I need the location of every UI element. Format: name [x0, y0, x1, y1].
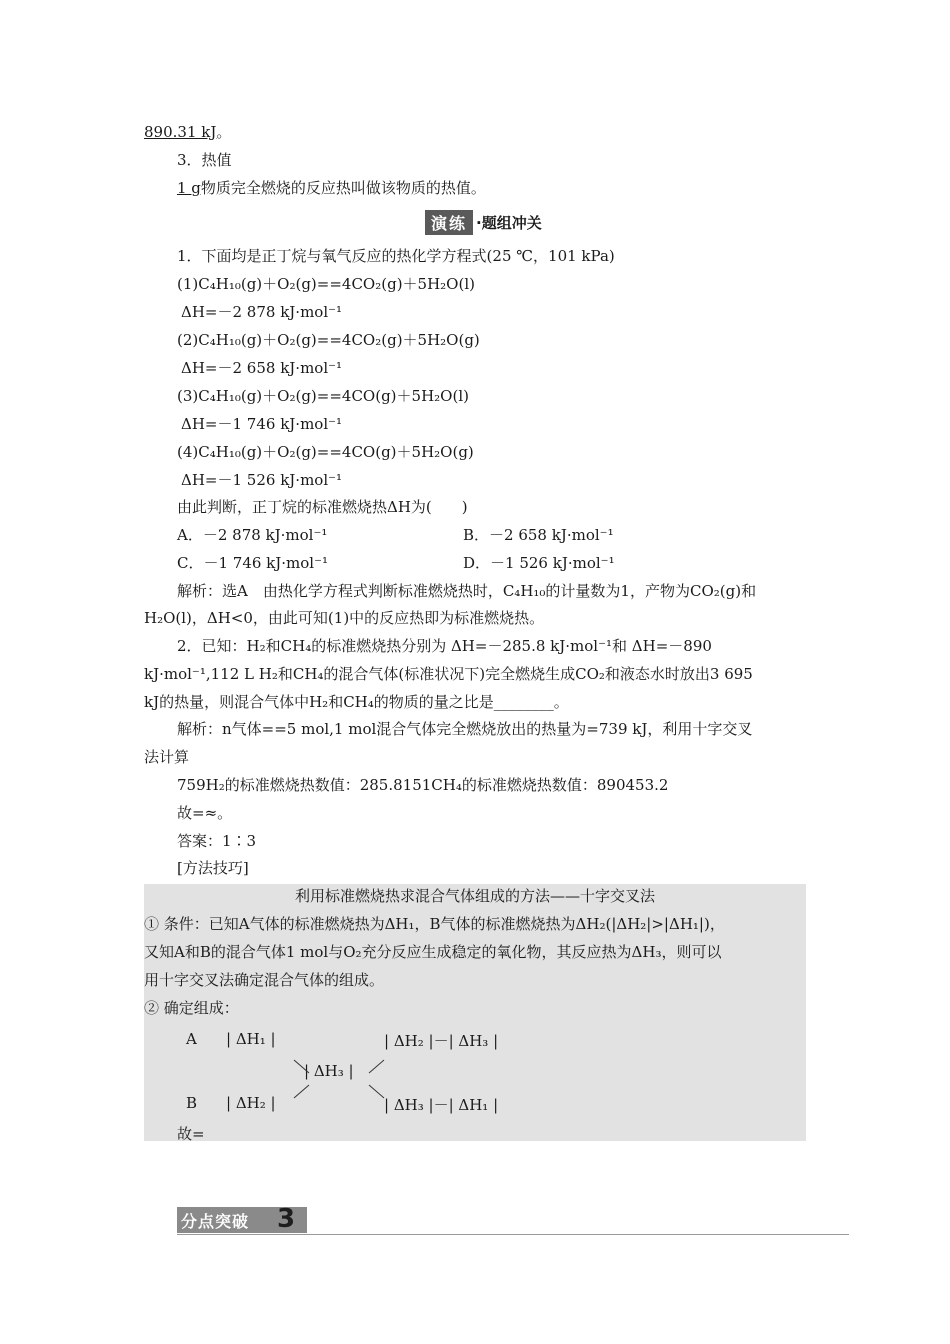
method-condition-line2: 又知A和B的混合气体1 mol与O₂充分反应生成稳定的氧化物，其反应热为ΔH₃，则可以	[144, 943, 722, 961]
q1-dh4: ΔH=－1 526 kJ·mol⁻¹	[181, 471, 343, 489]
section-label: 分点突破	[181, 1212, 250, 1231]
practice-banner-box: 演练	[425, 210, 473, 235]
practice-banner	[425, 210, 542, 234]
q2-analysis-line2: 法计算	[144, 748, 190, 766]
diagram-top-right: | ΔH₂ |－| ΔH₃ |	[384, 1032, 499, 1050]
method-condition-line3: 用十字交叉法确定混合气体的组成。	[144, 971, 385, 989]
method-label: [方法技巧]	[177, 859, 249, 877]
practice-banner-text: ·题组冲关	[476, 213, 542, 232]
diagram-center: | ΔH₃ |	[304, 1062, 354, 1080]
q1-stem: 1．下面均是正丁烷与氧气反应的热化学方程式(25 ℃，101 kPa)	[177, 247, 615, 265]
diagram-line-bottom-left	[294, 1085, 309, 1098]
q1-dh3: ΔH=－1 746 kJ·mol⁻¹	[181, 415, 343, 433]
diagram-b-label: B	[186, 1094, 198, 1112]
q1-question: 由此判断，正丁烷的标准燃烧热ΔH为( )	[177, 498, 468, 516]
q1-option-d: D．－1 526 kJ·mol⁻¹	[463, 554, 615, 572]
q2-ratio: 故=≈。	[177, 804, 233, 822]
q1-option-a: A．－2 878 kJ·mol⁻¹	[177, 526, 328, 544]
heat-value-definition	[177, 178, 486, 198]
diagram-line-top-left	[294, 1060, 309, 1073]
prev-value-end: 。	[216, 123, 232, 141]
q1-option-b: B．－2 658 kJ·mol⁻¹	[463, 526, 614, 544]
cross-method-diagram	[144, 1020, 806, 1120]
diagram-bottom-right: | ΔH₃ |－| ΔH₁ |	[384, 1096, 499, 1114]
definition-mass: 1 g	[177, 179, 201, 197]
method-title: 利用标准燃烧热求混合气体组成的方法——十字交叉法	[294, 887, 655, 905]
q2-analysis-line3: 759H₂的标准燃烧热数值：285.8151CH₄的标准燃烧热数值：890453.2	[177, 776, 669, 794]
q1-eq3: (3)C₄H₁₀(g)＋O₂(g)==4CO(g)＋5H₂O(l)	[177, 387, 469, 405]
diagram-b-value: | ΔH₂ |	[226, 1094, 276, 1112]
q1-dh2: ΔH=－2 658 kJ·mol⁻¹	[181, 359, 343, 377]
definition-text: 物质完全燃烧的反应热叫做该物质的热值。	[200, 179, 486, 197]
heading-heat-value: 3．热值	[177, 151, 232, 169]
q1-analysis-line1: 解析：选A 由热化学方程式判断标准燃烧热时，C₄H₁₀的计量数为1，产物为CO₂(g)和	[177, 582, 757, 600]
q1-option-c: C．－1 746 kJ·mol⁻¹	[177, 554, 329, 572]
q1-eq2: (2)C₄H₁₀(g)＋O₂(g)==4CO₂(g)＋5H₂O(g)	[177, 331, 480, 349]
prev-value-line	[144, 122, 231, 142]
q2-analysis-line1: 解析：n气体==5 mol,1 mol混合气体完全燃烧放出的热量为=739 kJ，利用十字交叉	[177, 720, 753, 738]
method-conclusion: 故=	[177, 1125, 205, 1143]
diagram-line-top-right	[369, 1060, 384, 1073]
q1-analysis-line2: H₂O(l)，ΔH<0，由此可知(1)中的反应热即为标准燃烧热。	[144, 609, 545, 627]
prev-value: 890.31 kJ	[144, 123, 217, 141]
q2-stem-line1: 2．已知：H₂和CH₄的标准燃烧热分别为 ΔH=－285.8 kJ·mol⁻¹和 ΔH=－890	[177, 637, 712, 655]
q2-stem-line2: kJ·mol⁻¹,112 L H₂和CH₄的混合气体(标准状况下)完全燃烧生成CO₂和液态水时放出3 695	[144, 665, 753, 683]
section-rule	[177, 1234, 849, 1235]
q1-eq4: (4)C₄H₁₀(g)＋O₂(g)==4CO(g)＋5H₂O(g)	[177, 443, 474, 461]
q1-dh1: ΔH=－2 878 kJ·mol⁻¹	[181, 303, 343, 321]
diagram-line-bottom-right	[369, 1085, 384, 1098]
diagram-a-label: A	[186, 1030, 197, 1048]
q1-eq1: (1)C₄H₁₀(g)＋O₂(g)==4CO₂(g)＋5H₂O(l)	[177, 275, 475, 293]
section-number: 3	[277, 1204, 296, 1234]
method-condition-line1: ① 条件：已知A气体的标准燃烧热为ΔH₁，B气体的标准燃烧热为ΔH₂(|ΔH₂|>|ΔH₁|)，	[144, 915, 725, 933]
diagram-cross-lines	[144, 1020, 806, 1120]
section-header	[177, 1204, 849, 1236]
q2-stem-line3: kJ的热量，则混合气体中H₂和CH₄的物质的量之比是________。	[144, 693, 569, 711]
diagram-a-value: | ΔH₁ |	[226, 1030, 276, 1048]
q2-answer: 答案：1∶3	[177, 832, 257, 850]
method-determine: ② 确定组成：	[144, 999, 239, 1017]
